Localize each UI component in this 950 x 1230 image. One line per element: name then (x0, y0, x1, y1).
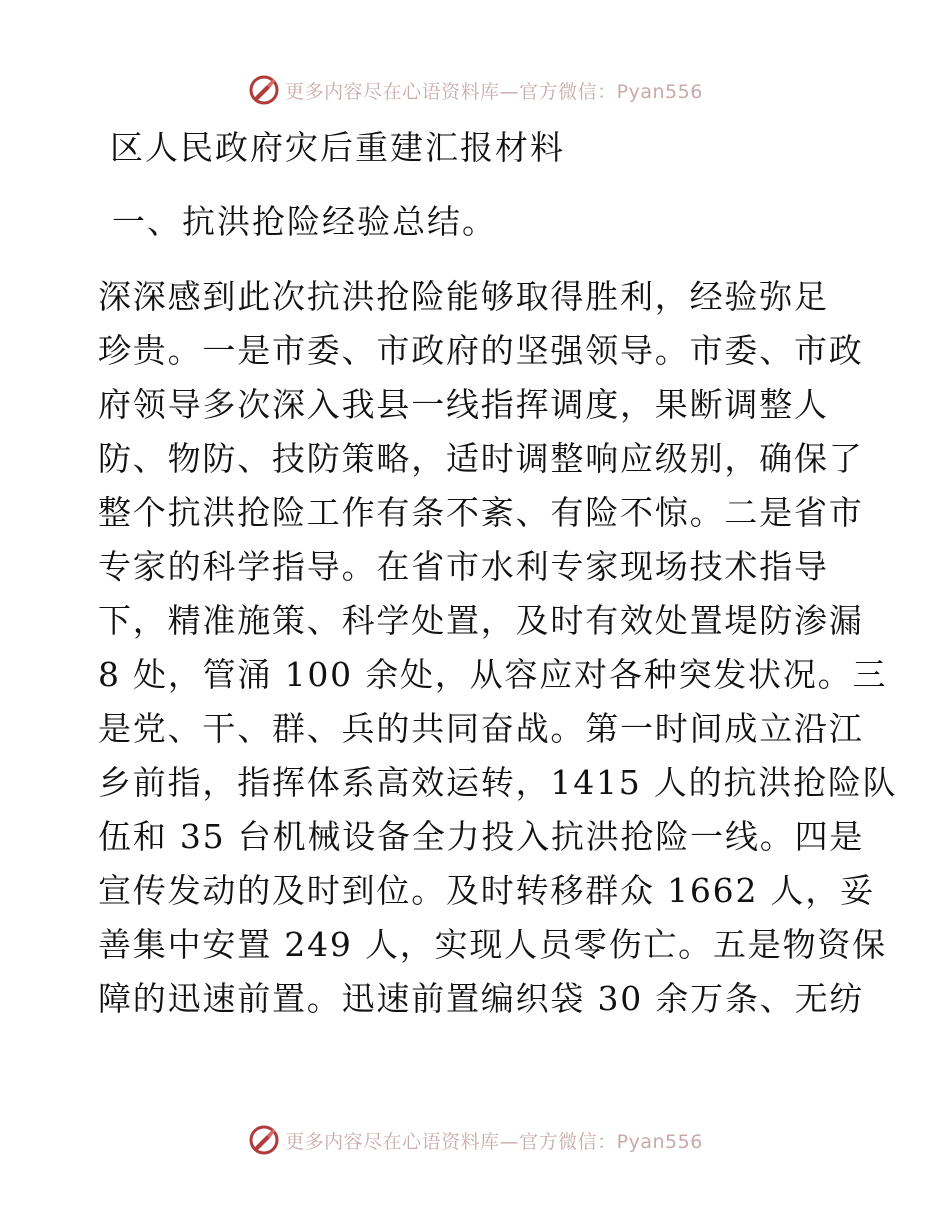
document-title: 区人民政府灾后重建汇报材料 (110, 128, 565, 167)
logo-icon (247, 73, 281, 107)
header-watermark-text: 更多内容尽在心语资料库—官方微信：Pyan556 (285, 80, 703, 103)
footer-watermark-text: 更多内容尽在心语资料库—官方微信：Pyan556 (285, 1130, 703, 1153)
logo-icon (247, 1123, 281, 1157)
footer-watermark-banner (0, 1118, 950, 1162)
body-line: 整个抗洪抢险工作有条不紊、有险不惊。二是省市 (98, 493, 864, 532)
body-line: 深深感到此次抗洪抢险能够取得胜利，经验弥足 (98, 277, 829, 316)
body-line: 是党、干、群、兵的共同奋战。第一时间成立沿江 (98, 709, 864, 748)
body-line: 防、物防、技防策略，适时调整响应级别，确保了 (98, 439, 864, 478)
header-watermark-banner (0, 68, 950, 112)
body-paragraph (98, 270, 898, 1026)
body-line: 障的迅速前置。迅速前置编织袋 30 余万条、无纺 (98, 979, 865, 1018)
body-line: 府领导多次深入我县一线指挥调度，果断调整人 (98, 385, 829, 424)
body-line: 珍贵。一是市委、市政府的坚强领导。市委、市政 (98, 331, 864, 370)
section-heading: 一、抗洪抢险经验总结。 (112, 202, 497, 241)
body-line: 善集中安置 249 人，实现人员零伤亡。五是物资保 (98, 925, 887, 964)
body-line: 伍和 35 台机械设备全力投入抗洪抢险一线。四是 (98, 817, 865, 856)
body-line: 下，精准施策、科学处置，及时有效处置堤防渗漏 (98, 601, 864, 640)
body-line: 专家的科学指导。在省市水利专家现场技术指导 (98, 547, 829, 586)
body-line: 8 处，管涌 100 余处，从容应对各种突发状况。三 (98, 655, 888, 694)
body-line: 乡前指，指挥体系高效运转，1415 人的抗洪抢险队 (98, 763, 898, 802)
body-line: 宣传发动的及时到位。及时转移群众 1662 人，妥 (98, 871, 875, 910)
